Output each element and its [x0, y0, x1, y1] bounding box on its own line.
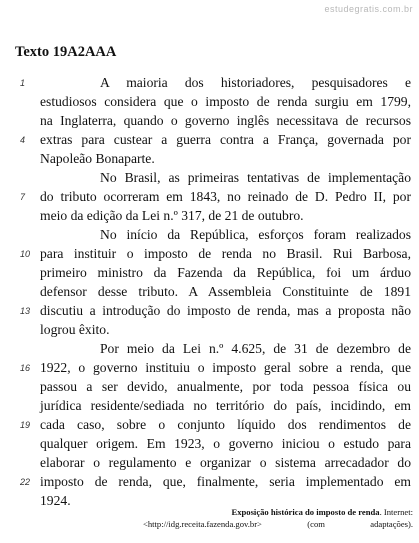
- line-text: No início da República, esforços foram realizados: [100, 227, 411, 242]
- line-text: 1924.: [40, 493, 71, 508]
- line-text: defensor desse tributo. A Assembleia Constituinte de 1891: [40, 284, 411, 299]
- line-number: 4: [20, 135, 26, 145]
- text-line: [40, 92, 411, 111]
- line-number: 7: [20, 192, 26, 202]
- source-title: Exposição histórica do imposto de renda: [231, 507, 380, 517]
- line-text: No Brasil, as primeiras tentativas de implementação: [100, 170, 411, 185]
- line-text: jurídica residente/sediada no território do país, incidindo, em: [40, 398, 411, 413]
- text-line: [40, 225, 411, 244]
- text-line: [40, 396, 411, 415]
- text-line: [20, 244, 411, 263]
- line-text: na Inglaterra, quando o governo inglês necessitava de recursos: [40, 113, 411, 128]
- text-line: [20, 73, 411, 92]
- line-text: do tributo ocorreram em 1843, no reinado de D. Pedro II, por: [40, 189, 411, 204]
- line-text: discutiu a introdução do imposto de renda, mas a proposta não: [40, 303, 411, 318]
- line-text: Por meio da Lei n.º 4.625, de 31 de dezembro de: [100, 341, 411, 356]
- line-text: passou a ser devido, anualmente, por toda pessoa física ou: [40, 379, 411, 394]
- line-text: cada caso, sobre o conjunto líquido dos rendimentos de: [40, 417, 411, 432]
- text-line: [40, 434, 411, 453]
- line-text: para instituir o imposto de renda no Brasil. Rui Barbosa,: [40, 246, 411, 261]
- text-line: [40, 206, 411, 225]
- source-internet-label: . Internet:: [379, 507, 413, 517]
- text-line: [20, 415, 411, 434]
- text-body: [20, 73, 411, 510]
- text-line: [40, 282, 411, 301]
- line-number: 16: [20, 363, 31, 373]
- text-line: [20, 130, 411, 149]
- text-line: [20, 187, 411, 206]
- text-line: [20, 472, 411, 491]
- text-line: [40, 111, 411, 130]
- text-line: [20, 358, 411, 377]
- line-number: 19: [20, 420, 31, 430]
- text-line: [40, 263, 411, 282]
- site-watermark: estudegratis.com.br: [324, 4, 413, 14]
- text-line: [40, 339, 411, 358]
- line-number: 10: [20, 249, 31, 259]
- line-text: A maioria dos historiadores, pesquisadores e: [100, 75, 411, 90]
- text-line: [40, 149, 411, 168]
- line-text: elaborar o regulamento e organizar o sistema arrecadador do: [40, 455, 411, 470]
- line-number: 1: [20, 78, 26, 88]
- text-line: [40, 453, 411, 472]
- text-line: [40, 377, 411, 396]
- line-text: qualquer origem. Em 1923, o governo iniciou o estudo para: [40, 436, 411, 451]
- line-text: meio da edição da Lei n.º 317, de 21 de outubro.: [40, 208, 304, 223]
- line-text: Napoleão Bonaparte.: [40, 151, 155, 166]
- line-number: 22: [20, 477, 31, 487]
- line-text: 1922, o governo instituiu o imposto geral sobre a renda, que: [40, 360, 411, 375]
- source-citation: [143, 506, 413, 530]
- text-title: Texto 19A2AAA: [15, 44, 117, 60]
- line-text: extras para custear a guerra contra a França, governada por: [40, 132, 411, 147]
- source-url: <http://idg.receita.fazenda.gov.br> (com adaptações).: [143, 519, 413, 529]
- line-text: primeiro ministro da Fazenda da República, foi um árduo: [40, 265, 411, 280]
- line-text: estudiosos considera que o imposto de renda surgiu em 1799,: [40, 94, 411, 109]
- line-number: 13: [20, 306, 31, 316]
- line-text: logrou êxito.: [40, 322, 110, 337]
- text-line: [20, 301, 411, 320]
- line-text: imposto de renda, que, finalmente, seria implementado em: [40, 474, 411, 489]
- text-line: [40, 168, 411, 187]
- text-line: [40, 320, 411, 339]
